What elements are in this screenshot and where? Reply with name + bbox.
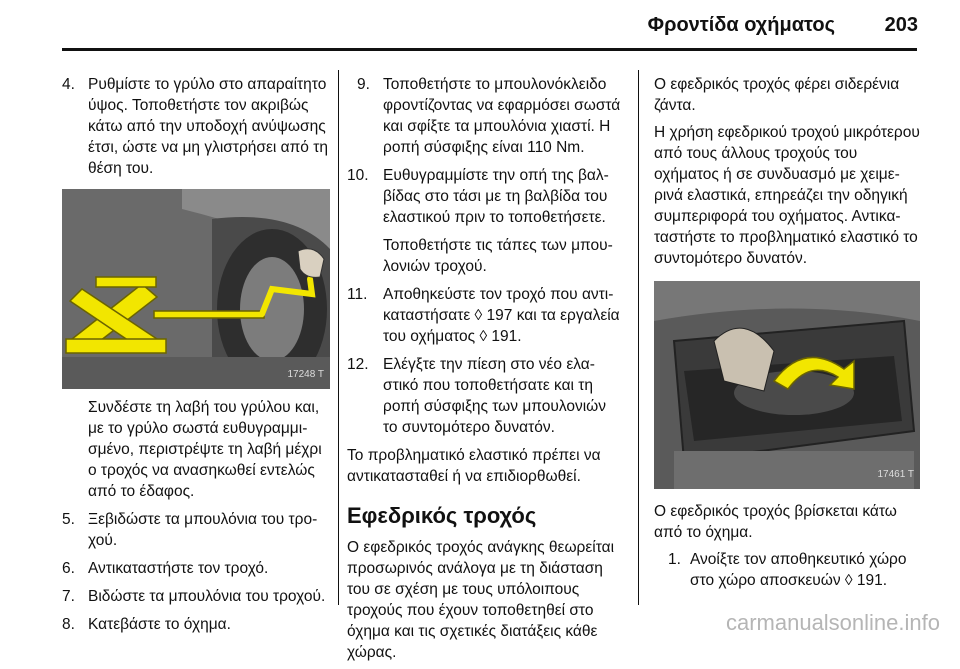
step-text: Ελέγξτε την πίεση στο νέο ελαστικό που τοποθετήσατε και τη ροπή σύσφιξης των μπουλονιών το συντομότερο δυνατόν. [383,356,607,436]
step-7 [62,586,330,607]
step-number: 10. [347,167,369,184]
header-rule [62,48,917,51]
step-number: 5. [62,511,75,528]
step-text: Τοποθετήστε το μπουλονόκλειδο φροντίζοντας να εφαρμόσει σωστά και σφίξτε τα μπουλόνια χιαστί. Η ροπή σύσφιξης είναι 110 Nm. [383,76,621,156]
step-8 [62,614,330,635]
page-header-title: Φροντίδα οχήματος [647,14,835,36]
step-text: Κατεβάστε το όχημα. [88,616,231,633]
watermark-text: carmanualsonline.info [725,610,940,635]
step-number: 4. [62,76,75,93]
step-text: Ξεβιδώστε τα μπουλόνια του τροχού. [88,511,318,549]
step-number: 1. [668,551,681,568]
step-text: Αντικαταστήστε τον τροχό. [88,560,269,577]
paragraph-driving-behaviour: Η χρήση εφεδρικού τροχού μικρότερου από τους άλλους τροχούς του οχήματος ή σε συνδυασμό με χειμερινά ελαστικά, επηρεάζει την οδηγική συμπεριφορά του οχήματος. Αντικαταστήστε το προβληματικό ελαστικό το συντομότερο δυνατόν. [654,124,920,267]
step-10 [347,165,623,228]
step-4-continued: Συνδέστε τη λαβή του γρύλου και, με το γρύλο σωστά ευθυγραμμισμένο, περιστρέψτε τη λαβή μέχρι ο τροχός να ανασηκωθεί εντελώς από το έδαφος. [88,399,322,500]
paragraph-spare-location: Ο εφεδρικός τροχός βρίσκεται κάτω από το όχημα. [654,503,897,541]
step-text: Ευθυγραμμίστε την οπή της βαλβίδας στο τάσι με τη βαλβίδα του ελαστικού πριν το τοποθετήσετε. [383,167,609,226]
column-divider-2 [638,70,639,605]
step-number: 6. [62,560,75,577]
section-title-spare-wheel: Εφεδρικός τροχός [347,503,537,528]
jack-illustration [62,189,330,389]
page-number: 203 [884,14,918,36]
step-text: Ρυθμίστε το γρύλο στο απαραίτητο ύψος. Τοποθετήστε τον ακριβώς κάτω από την υποδοχή ανύψωσης έτσι, ώστε να μη γλιστρήσει από τη θέση του. [88,76,328,177]
column-2 [347,74,623,669]
figure-code: 17461 T [877,469,914,480]
column-divider-1 [338,70,339,605]
step-text: Ανοίξτε τον αποθηκευτικό χώρο στο χώρο αποσκευών ◊ 191. [690,551,907,589]
step-text: Βιδώστε τα μπουλόνια του τροχού. [88,588,326,605]
paragraph-spare-wheel-intro: Ο εφεδρικός τροχός ανάγκης θεωρείται προσωρινός ανάλογα με τη διάσταση του σε σχέση με τους υπόλοιπους τροχούς που έχουν τοποθετηθεί στο όχημα και τις σχετικές διατάξεις κάθε χώρας. [347,539,615,661]
step-number: 12. [347,356,369,373]
column-1 [62,74,330,642]
paragraph-steel-rim: Ο εφεδρικός τροχός φέρει σιδερένια ζάντα. [654,76,900,114]
step-6 [62,558,330,579]
spare-step-1 [654,549,920,591]
step-number: 9. [357,76,370,93]
spare-wheel-illustration [654,281,920,489]
step-10-continued: Τοποθετήστε τις τάπες των μπουλονιών τροχού. [383,237,613,275]
paragraph-repair-note: Το προβληματικό ελαστικό πρέπει να αντικατασταθεί ή να επιδιορθωθεί. [347,447,601,485]
step-5 [62,509,330,551]
step-number: 7. [62,588,75,605]
figure-code: 17248 T [287,369,324,380]
step-4 [62,74,330,179]
step-number: 8. [62,616,75,633]
step-12 [347,354,623,438]
step-text: Αποθηκεύστε τον τροχό που αντικαταστήσατε ◊ 197 και τα εργαλεία του οχήματος ◊ 191. [383,286,620,345]
step-11 [347,284,623,347]
step-9 [347,74,623,158]
column-3 [654,74,920,598]
step-number: 11. [347,286,368,303]
